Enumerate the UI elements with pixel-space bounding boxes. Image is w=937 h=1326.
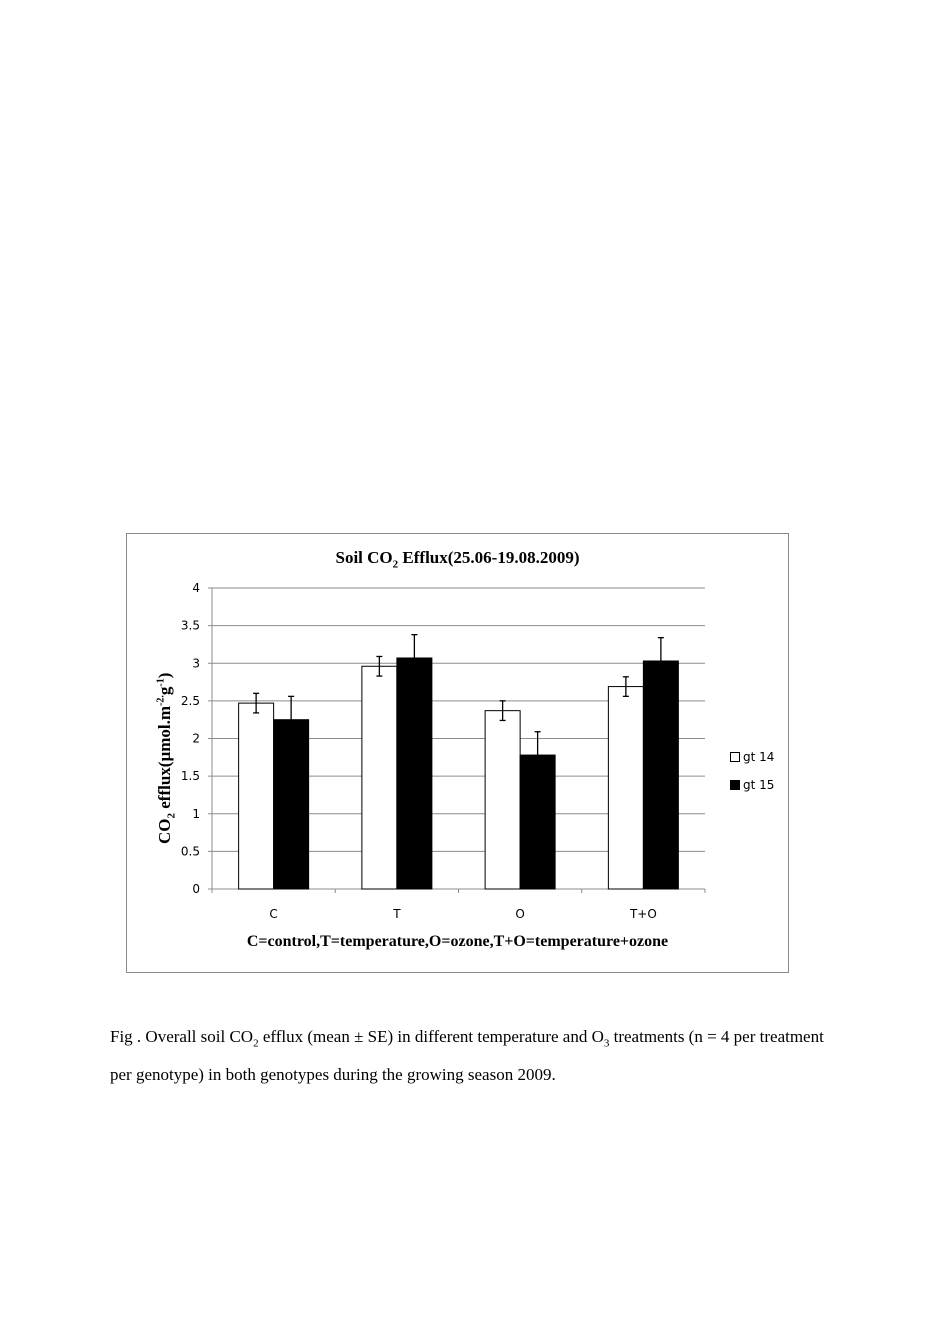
bar-gt14 xyxy=(608,687,643,889)
bar-gt15 xyxy=(274,720,309,889)
y-tick-label: 0.5 xyxy=(180,844,200,859)
legend-item-gt15 xyxy=(730,778,774,792)
legend-item-gt14 xyxy=(730,750,774,764)
x-tick-label: O xyxy=(515,907,525,921)
legend-swatch-black-icon xyxy=(730,780,740,790)
bar-gt14 xyxy=(485,711,520,889)
legend-label: gt 15 xyxy=(743,778,775,792)
y-axis-label: $CO_2$ $efflux(\mu mol.m^{-2.}g^{-1})$ xyxy=(155,672,178,844)
x-tick-label: C xyxy=(269,907,278,921)
y-tick-label: 2.5 xyxy=(180,693,200,708)
figure-caption: Fig . Overall soil $CO_2$ efflux (mean ± SE) in different temperature and $O_3$ treatments (n = 4 per treatment per genotype) in both genotypes during the growing season 2009. xyxy=(110,1027,824,1085)
bar-gt14 xyxy=(362,666,397,889)
bar-gt15 xyxy=(643,661,678,889)
y-tick-label: 1 xyxy=(192,806,200,821)
x-tick-label: T+O xyxy=(629,907,657,921)
x-tick-label: T xyxy=(393,907,401,921)
legend xyxy=(730,750,774,806)
y-tick-label: 0 xyxy=(192,882,200,896)
y-tick-label: 4 xyxy=(192,581,200,595)
y-tick-label: 3.5 xyxy=(180,618,200,633)
legend-label: gt 14 xyxy=(743,750,775,764)
bar-gt15 xyxy=(397,658,432,889)
y-tick-label: 1.5 xyxy=(180,769,200,784)
plot-area xyxy=(127,534,788,972)
y-tick-label: 2 xyxy=(192,731,200,746)
y-tick-label: 3 xyxy=(192,656,200,671)
chart-title: Soil $CO_2$ Efflux(25.06-19.08.2009) xyxy=(335,548,580,571)
bar-gt14 xyxy=(239,703,274,889)
x-axis-label: C=control,T=temperature,O=ozone,T+O=temperature+ozone xyxy=(246,933,669,950)
chart-frame xyxy=(126,533,789,973)
legend-swatch-white-icon xyxy=(730,752,740,762)
